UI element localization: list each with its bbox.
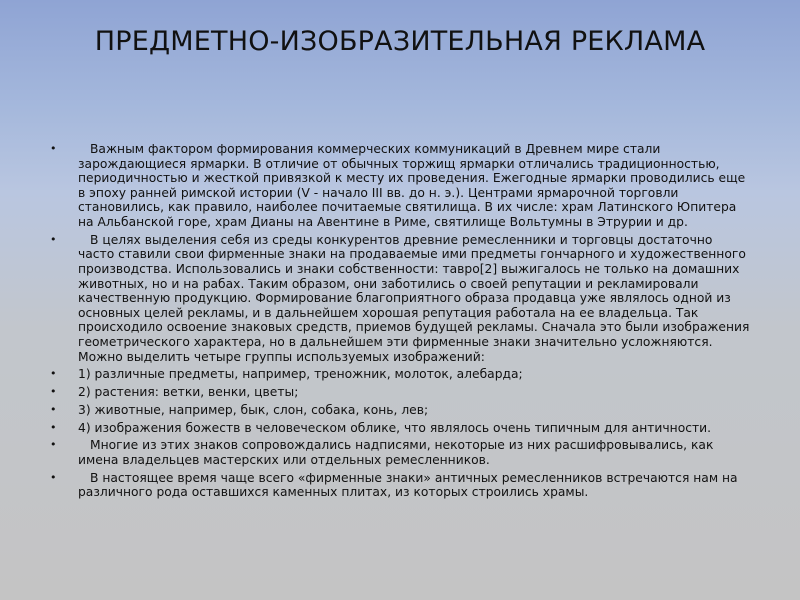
bullet-dot-icon: • (50, 232, 57, 246)
bullet-text: Важным фактором формирования коммерческих коммуникаций в Древнем мире стали зарождающиеся ярмарки. В отличие от обычных торжищ ярмарки отличались традиционностью, периодичностью и жесткой привязкой к месту их проведения. Ежегодные ярмарки проводились еще в эпоху ранней римской истории (V - начало III вв. до н. э.). Центрами ярмарочной торговли становились, как правило, наиболее почитаемые святилища. В их числе: храм Латинского Юпитера на Альбанской горе, храм Дианы на Авентине в Риме, святилище Вольтумны в Этрурии и др. (78, 142, 746, 229)
bullet-item (50, 233, 750, 364)
bullet-text: 3) животные, например, бык, слон, собака, конь, лев; (78, 402, 429, 417)
bullet-item (50, 438, 750, 467)
bullet-text: В настоящее время чаще всего «фирменные знаки» античных ремесленников встречаются нам на различного рода оставшихся каменных плитах, из которых строились храмы. (78, 470, 738, 500)
bullet-list (50, 142, 750, 503)
bullet-item (50, 403, 750, 418)
bullet-item (50, 421, 750, 436)
bullet-dot-icon: • (50, 438, 57, 452)
bullet-item (50, 385, 750, 400)
bullet-text: Многие из этих знаков сопровождались надписями, некоторые из них расшифровывались, как имена владельцев мастерских или отдельных ремесленников. (78, 438, 714, 467)
bullet-dot-icon: • (50, 402, 57, 416)
bullet-text: 4) изображения божеств в человеческом облике, что являлось очень типичным для античности. (78, 420, 712, 435)
bullet-dot-icon: • (50, 385, 57, 399)
bullet-text: В целях выделения себя из среды конкурентов древние ремесленники и торговцы достаточно часто ставили свои фирменные знаки на продаваемые ими предметы гончарного и художественного производства. Использовались и знаки собственности: тавро[2] выжигалось не только на домашних животных, но и на рабах. Таким образом, они заботились о своей репутации и рекламировали качественную продукцию. Формирование благоприятного образа продавца уже являлось одной из основных целей рекламы, и в дальнейшем хорошая репутация работала на ее владельца. Так происходило освоение знаковых средств, приемов будущей рекламы. Сначала это были изображения геометрического характера, но в дальнейшем эти фирменные знаки значительно усложняются. Можно выделить четыре группы используемых изображений: (78, 232, 750, 364)
bullet-dot-icon: • (50, 420, 57, 434)
bullet-dot-icon: • (50, 142, 57, 155)
bullet-dot-icon: • (50, 470, 57, 484)
bullet-item (50, 142, 750, 230)
bullet-text: 1) различные предметы, например, треножник, молоток, алебарда; (78, 367, 523, 382)
slide-title: ПРЕДМЕТНО-ИЗОБРАЗИТЕЛЬНАЯ РЕКЛАМА (94, 26, 706, 57)
bullet-item (50, 471, 750, 500)
bullet-dot-icon: • (50, 367, 57, 381)
bullet-item (50, 367, 750, 382)
bullet-text: 2) растения: ветки, венки, цветы; (78, 385, 299, 400)
